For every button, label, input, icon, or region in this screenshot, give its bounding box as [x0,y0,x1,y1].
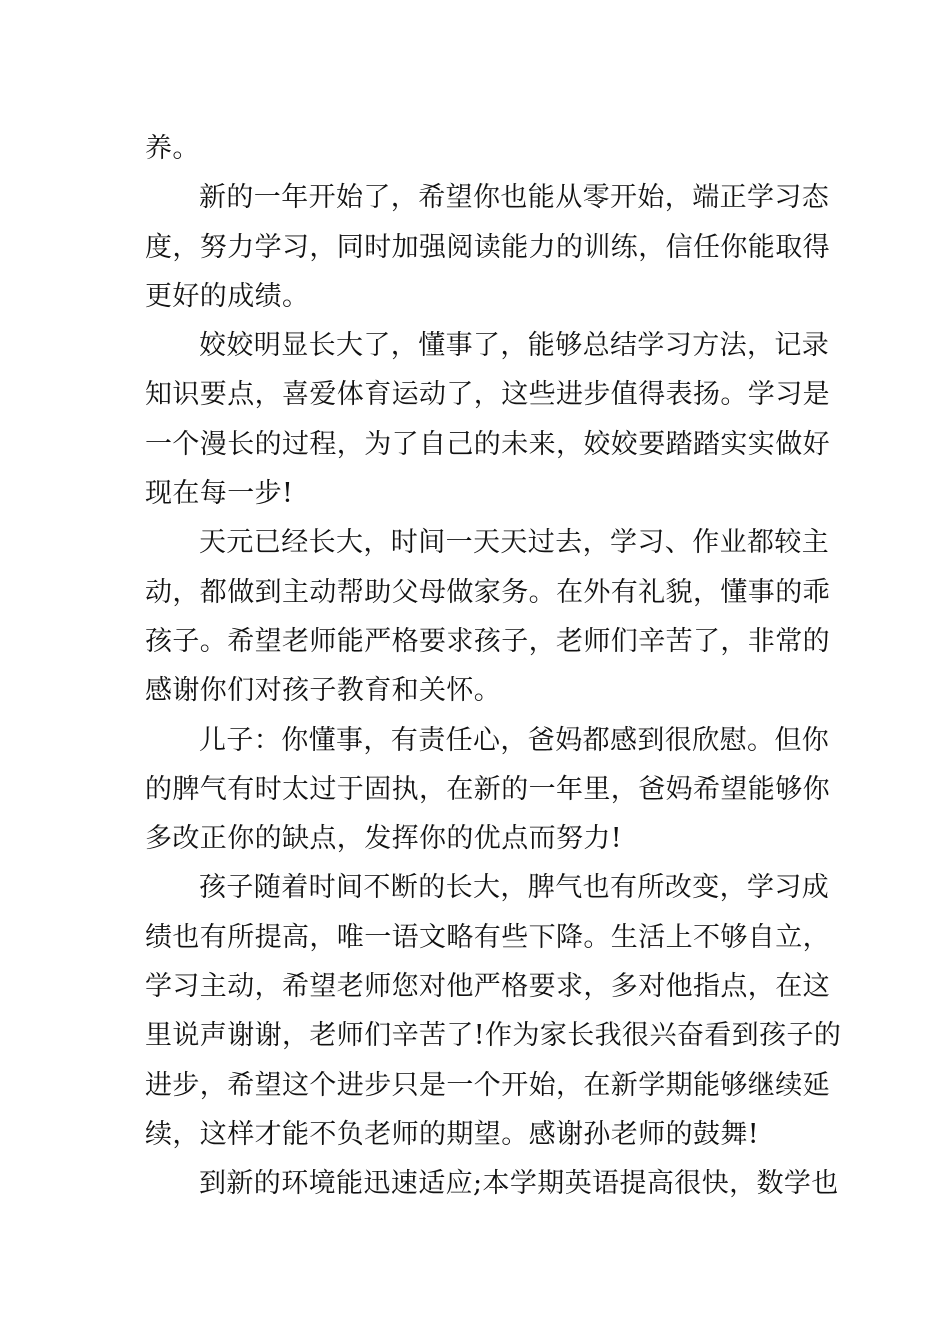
text-line: 学习主动，希望老师您对他严格要求，多对他指点，在这 [145,971,830,1003]
text-line: 动，都做到主动帮助父母做家务。在外有礼貌，懂事的乖 [145,576,830,608]
text-line: 到新的环境能迅速适应;本学期英语提高很快，数学也 [199,1168,839,1200]
text-line: 更好的成绩。 [145,280,310,312]
text-line: 进步，希望这个进步只是一个开始，在新学期能够继续延 [145,1069,830,1101]
text-line: 续，这样才能不负老师的期望。感谢孙老师的鼓舞! [145,1118,760,1150]
paragraph-4 [145,518,830,715]
text-line: 孩子随着时间不断的长大，脾气也有所改变，学习成 [199,872,830,904]
document-body [145,124,842,1209]
text-line: 姣姣明显长大了，懂事了，能够总结学习方法，记录 [199,330,830,362]
paragraph-1 [145,124,810,173]
text-line: 多改正你的缺点，发挥你的优点而努力! [145,823,623,855]
text-line: 度，努力学习，同时加强阅读能力的训练，信任你能取得 [145,231,830,263]
paragraph-6 [145,863,842,1159]
paragraph-7 [145,1159,839,1208]
text-line: 一个漫长的过程，为了自己的未来，姣姣要踏踏实实做好 [145,428,830,460]
paragraph-5 [145,716,830,864]
paragraph-2 [145,173,830,321]
text-line: 知识要点，喜爱体育运动了，这些进步值得表扬。学习是 [145,379,830,411]
text-line: 绩也有所提高，唯一语文略有些下降。生活上不够自立， [145,921,830,953]
text-line: 孩子。希望老师能严格要求孩子，老师们辛苦了，非常的 [145,625,830,657]
paragraph-3 [145,321,830,518]
text-line: 感谢你们对孩子教育和关怀。 [145,675,502,707]
text-line: 新的一年开始了，希望你也能从零开始，端正学习态 [199,182,830,214]
text-line: 养。 [145,133,200,164]
text-line: 现在每一步! [145,478,294,510]
text-line: 天元已经长大，时间一天天过去，学习、作业都较主 [199,527,830,559]
text-line: 儿子：你懂事，有责任心，爸妈都感到很欣慰。但你 [199,724,830,756]
text-line: 里说声谢谢，老师们辛苦了!作为家长我很兴奋看到孩子的 [145,1020,842,1052]
text-line: 的脾气有时太过于固执，在新的一年里，爸妈希望能够你 [145,773,830,805]
